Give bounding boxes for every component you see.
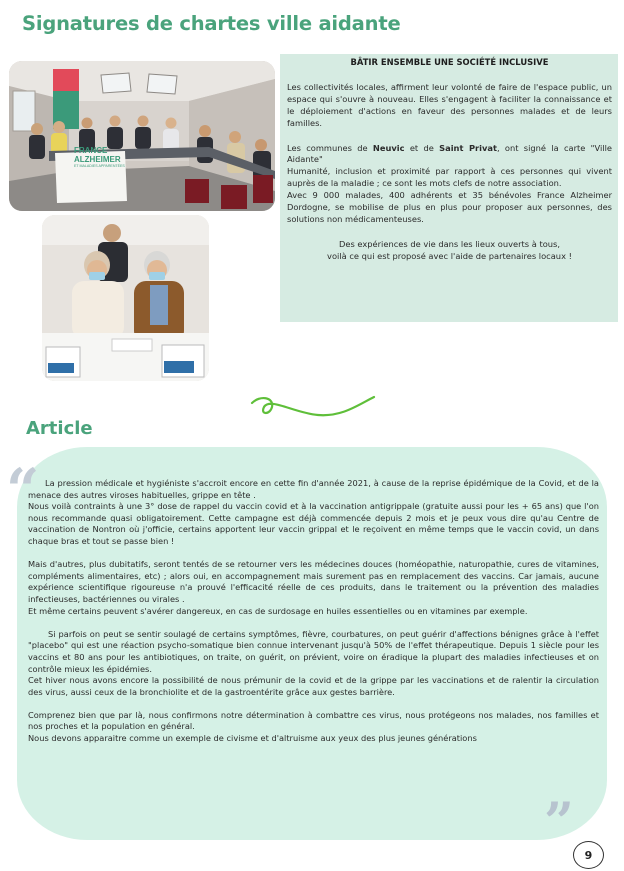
article-body (28, 478, 599, 745)
town-name: Saint Privat (439, 142, 497, 153)
info-paragraph: Humanité, inclusion et proximité par rapport à ces personnes qui vivent auprès de la maladie ; ce sont les mots clefs de notre association. (287, 166, 612, 189)
article-paragraph: Nous devons apparaitre comme un exemple de civisme et d'altruisme aux yeux des plus jeunes générations (28, 733, 477, 744)
info-text: et de (404, 142, 440, 153)
banner-subtitle: ET MALADIES APPARENTÉES (74, 164, 125, 168)
info-closing: Des expériences de vie dans les lieux ouverts à tous, (338, 238, 561, 249)
article-paragraph: Mais d'autres, plus dubitatifs, seront tentés de se retourner vers les médecines douces (homéopathie, naturopathie, cures de vitamines, compléments alimentaires, etc) ; alors oui, en accompagnement mais surement pas en remplacement des vaccins. Car jamais, aucune expérience scientifique rigoureuse n'a prouvé l'efficacité réelle de ces produits, dans le traitement ou la prévention des maladies infectieuses, bactériennes ou virales . (28, 559, 599, 604)
banner-logo (62, 146, 124, 186)
info-text: , ont signé la carte "Ville Aidante" (287, 142, 612, 165)
open-quote-icon: “ (6, 456, 40, 524)
town-name: Neuvic (372, 142, 405, 153)
info-text: Les communes de (287, 142, 373, 153)
info-box (280, 54, 618, 322)
info-paragraph: Avec 9 000 malades, 400 adhérents et 35 bénévoles France Alzheimer Dordogne, se mobilise de plus en plus pour proposer aux personnes, des solutions non médicamenteuses. (287, 190, 612, 224)
section-title: Signatures de chartes ville aidante (22, 12, 401, 35)
info-paragraph (287, 143, 612, 167)
banner-brand: FRANCE ALZHEIMER (74, 146, 121, 164)
signing-photo (42, 215, 209, 381)
info-box-heading: BÂTIR ENSEMBLE UNE SOCIÉTÉ INCLUSIVE (350, 57, 549, 67)
info-closing: voilà ce qui est proposé avec l'aide de partenaires locaux ! (327, 250, 572, 261)
article-title: Article (26, 418, 93, 439)
info-paragraph: Les collectivités locales, affirment leur volonté de faire de l'espace public, un espace qui s'ouvre à nouveau. Elles s'engagent à faciliter la connaissance et le déploiement d'actions en faveur des personnes malades et de leurs familles. (287, 81, 612, 128)
page-number: 9 (573, 841, 604, 869)
meeting-photo (9, 61, 275, 211)
article-text: La pression médicale et hygiéniste s'accroit encore en cette fin d'année 2021, à cause de la reprise épidémique de la Covid, et de la menace des autres viroses habituelles, grippe en tête . (28, 478, 599, 500)
squiggle-divider (248, 393, 378, 433)
close-quote-icon: ” (544, 792, 574, 853)
article-paragraph: Comprenez bien que par là, nous confirmons notre détermination à combattre ces virus, nous protégeons nos malades, nos familles et nos proches et la population en général. (28, 709, 599, 732)
article-text: Si parfois on peut se sentir soulagé de certains symptômes, fièvre, courbatures, on peut guérir d'affections bénignes grâce à l'effet "placebo" qui est une réaction psycho-somatique bien connue intervenant jusqu'à 50% de l'effet thérapeutique. Depuis 1 siècle pour les vaccins et 80 ans pour les antibiotiques, on traite, on guérit, on prévient, voire on éradique la plupart des maladies infectieuses et on contrôle mieux les épidémies. (28, 628, 599, 674)
article-paragraph: Et même certains peuvent s'avérer dangereux, en cas de surdosage en huiles essentielles ou en vitamines par exemple. (28, 605, 528, 616)
article-paragraph (28, 629, 599, 675)
article-paragraph: Cet hiver nous avons encore la possibilité de nous prémunir de la covid et de la grippe par les vaccinations et de ralentir la circulation des virus, aussi ceux de la bronchiolite et de la gastroentérite grâce aux gestes barrière. (28, 675, 599, 697)
article-paragraph (28, 478, 599, 501)
article-paragraph: Nous voilà contraints à une 3° dose de rappel du vaccin covid et à la vaccination antigrippale (gratuite aussi pour les + 65 ans) que l'on nous recommande quasi obligatoirement. Cette campagne est déjà commencée depuis 2 mois et je peux vous dire qu'au Centre de vaccination de Nontron où j'officie, certains apportent leur vaccin grippal et le reçoivent en même temps que le vaccin covid, un dans chaque bras et tout se passe bien ! (28, 501, 599, 546)
